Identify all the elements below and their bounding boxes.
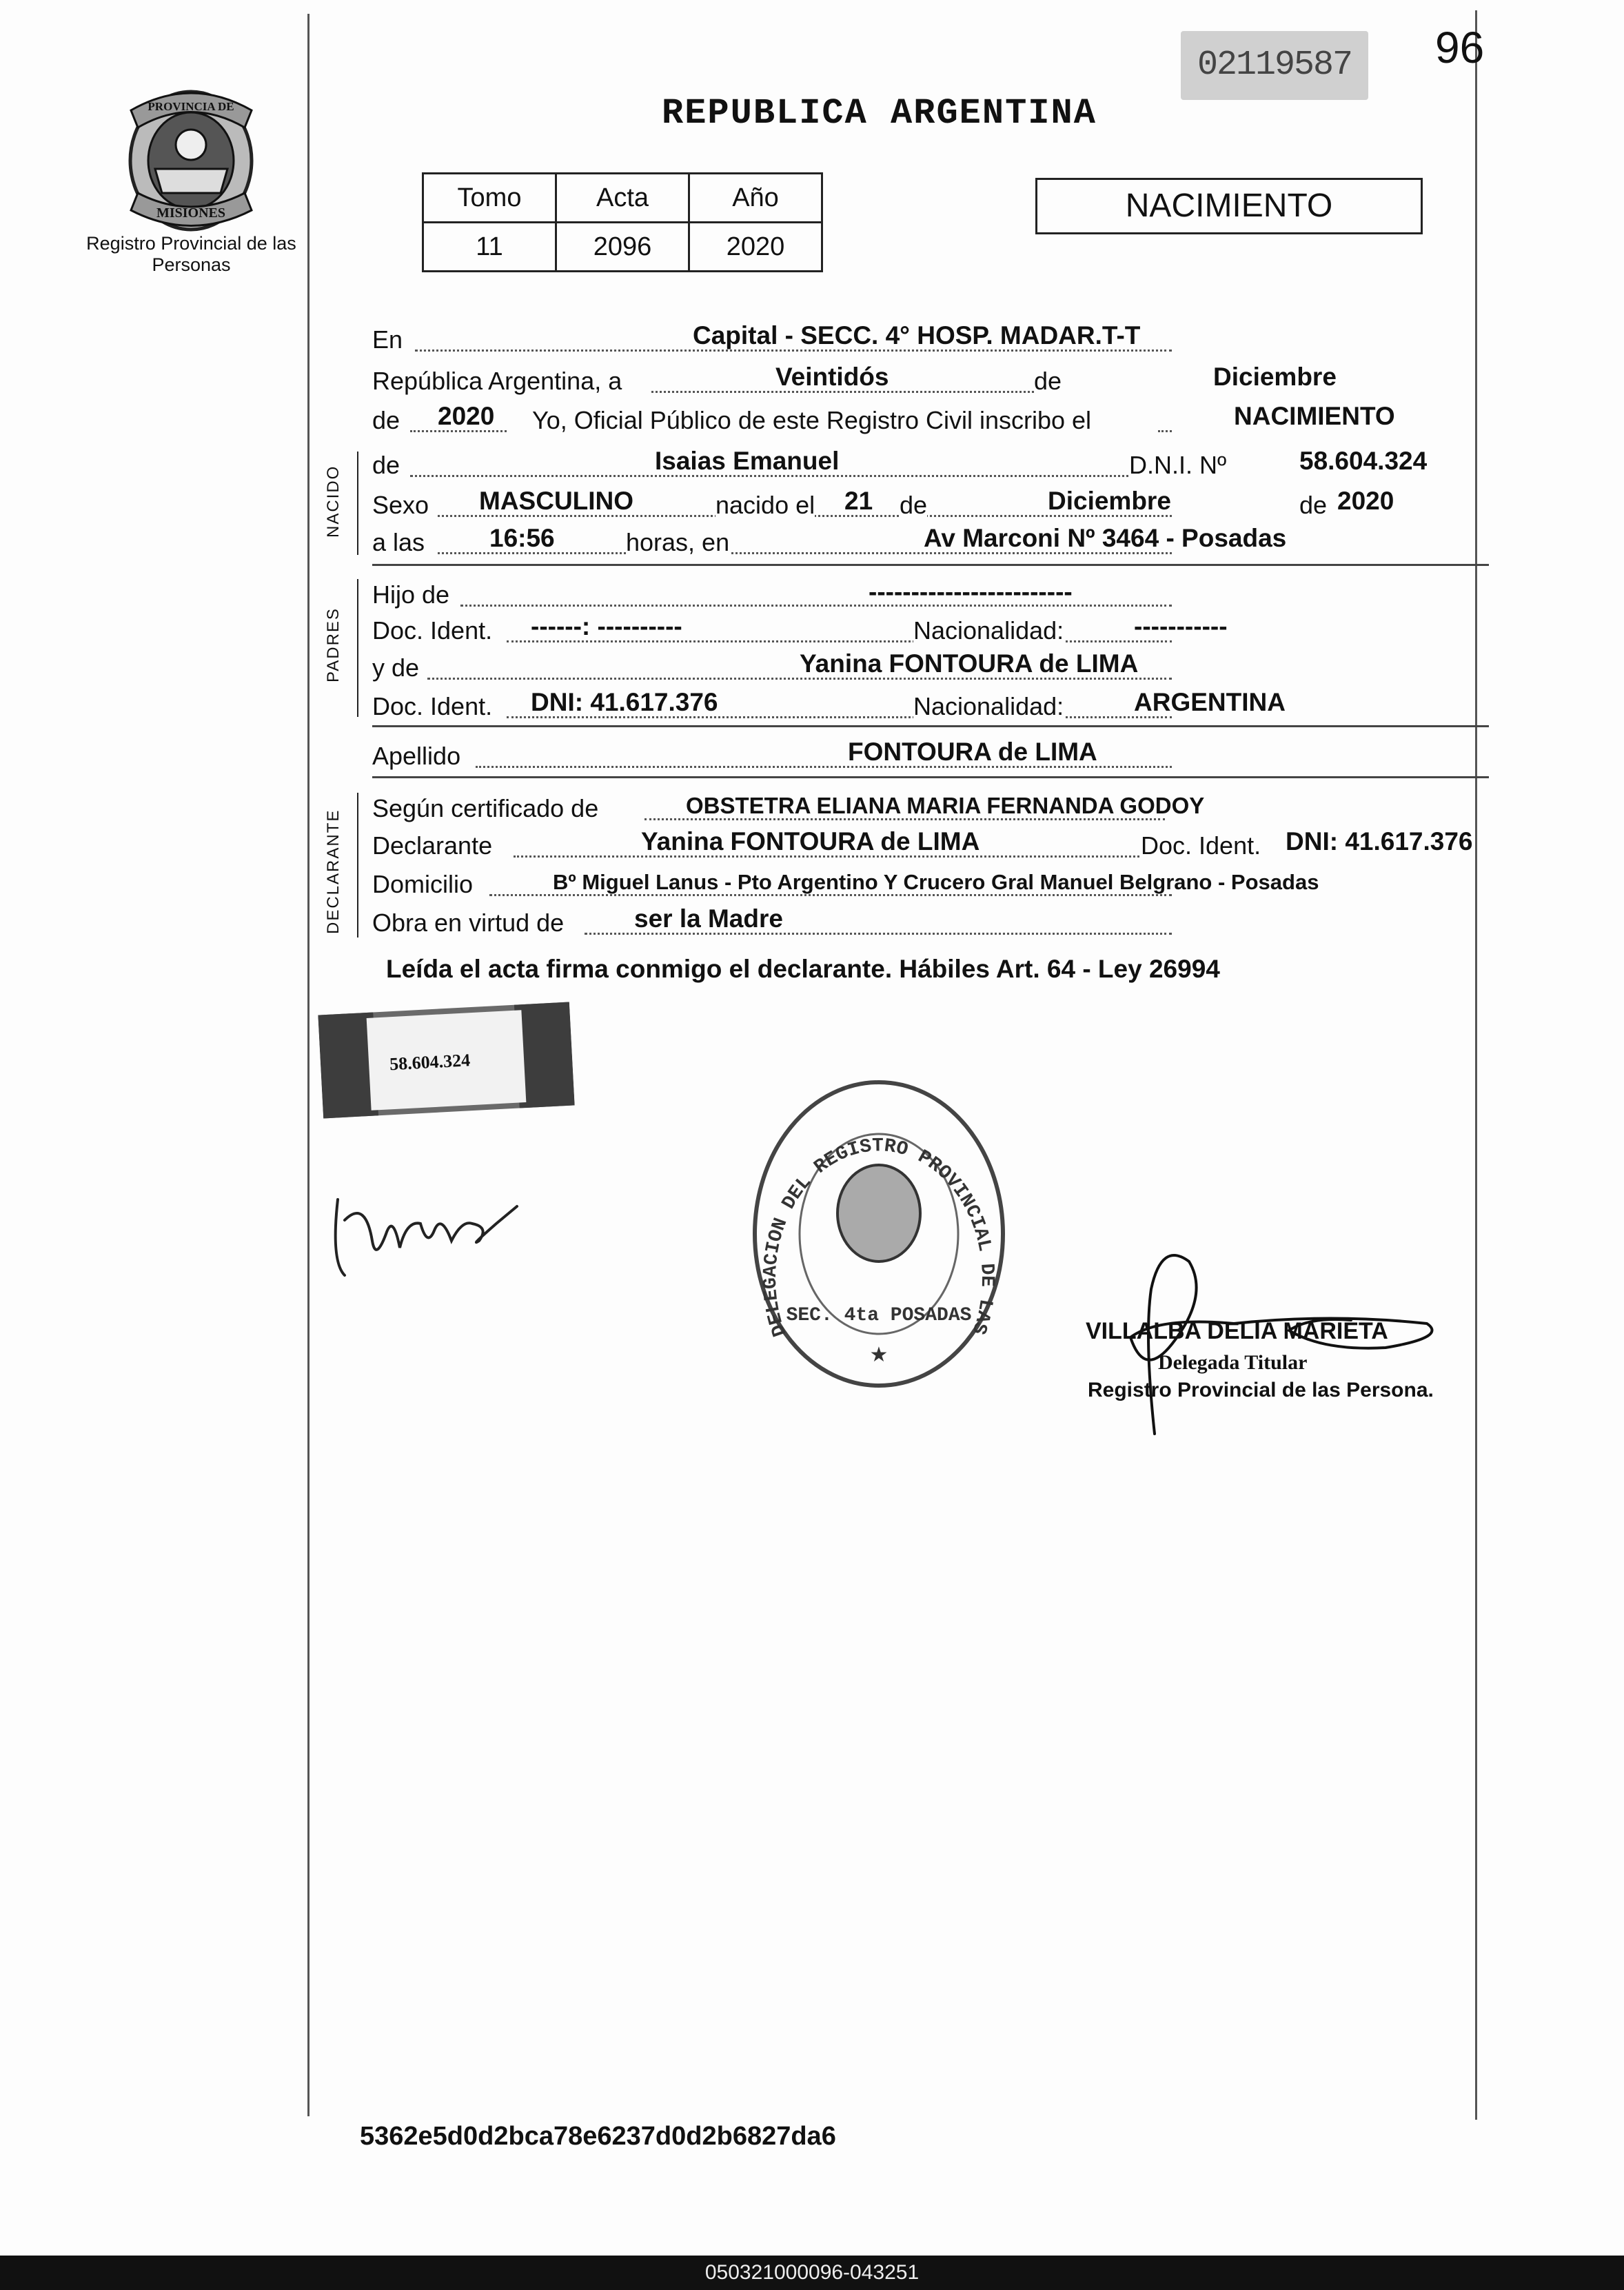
decl-doc-value: DNI: 41.617.376: [1286, 827, 1473, 855]
acta-value-cell: 2020: [689, 223, 822, 272]
hijo-label: Hijo de: [372, 580, 450, 609]
apellido-label: Apellido: [372, 742, 461, 770]
de2-label: de: [372, 406, 400, 434]
dom-label: Domicilio: [372, 870, 474, 898]
footer-code: 050321000096-043251: [704, 2261, 920, 2284]
domicilio-row: [372, 867, 1489, 903]
acta-table-header-row: [423, 174, 822, 223]
doc-label: Doc. Ident.: [372, 692, 493, 720]
record-type-box: NACIMIENTO: [1035, 178, 1423, 234]
nacido-mes-value: Diciembre: [1048, 487, 1171, 515]
acta-table-value-row: [423, 223, 822, 272]
apellido-value: FONTOURA de LIMA: [848, 738, 1097, 766]
de-label: de: [1299, 491, 1328, 519]
nacionalidad-label: Nacionalidad:: [913, 616, 1064, 645]
padre-value: ------------------------: [869, 578, 1073, 606]
padre-nac-value: -----------: [1134, 612, 1228, 640]
yde-label: y de: [372, 653, 420, 682]
madre-row: [372, 651, 1489, 687]
madre-doc-value: DNI: 41.617.376: [531, 688, 718, 716]
acta-header-cell: Año: [689, 174, 822, 223]
declarante-section-label: DECLARANTE: [324, 809, 343, 934]
dia-value: Veintidós: [775, 363, 889, 391]
cert-value: OBSTETRA ELIANA MARIA FERNANDA GODOY: [686, 793, 1205, 818]
acta-header-cell: Tomo: [423, 174, 556, 223]
registry-label: Registro Provincial de las Personas: [86, 233, 296, 275]
padre-doc-value: ------: ----------: [531, 612, 682, 640]
declarant-signature: [324, 1158, 538, 1289]
divider: [372, 725, 1489, 727]
padres-section-label: PADRES: [324, 607, 343, 682]
declarante-row: [372, 829, 1489, 864]
acta-table: [422, 172, 823, 272]
declarante-bracket: [357, 793, 358, 938]
decl-label: Declarante: [372, 831, 493, 860]
hora-value: 16:56: [489, 524, 555, 552]
province-seal-logo: [117, 79, 265, 238]
svg-text:DELEGACION DEL REGISTRO PROVIN: DELEGACION DEL REGISTRO PROVINCIAL DE LAS: [760, 1135, 998, 1339]
official-role: Delegada Titular: [1158, 1351, 1308, 1374]
hora-row: [372, 525, 1489, 561]
serial-number: 02119587: [1181, 31, 1368, 100]
nacido-bracket: [357, 452, 358, 555]
alas-label: a las: [372, 528, 425, 556]
nacionalidad-label: Nacionalidad:: [913, 692, 1064, 720]
de-label: de: [372, 451, 400, 479]
dom-value: Bº Miguel Lanus - Pto Argentino Y Crucero Gral Manuel Belgrano - Posadas: [553, 870, 1319, 894]
anio-value: 2020: [438, 402, 495, 430]
madre-value: Yanina FONTOURA de LIMA: [800, 649, 1139, 678]
nacido-anio-value: 2020: [1337, 487, 1394, 515]
inscribo-row: [372, 403, 1489, 439]
document-hash: 5362e5d0d2bca78e6237d0d2b6827da6: [360, 2122, 836, 2151]
horas-label: horas, en: [626, 528, 730, 556]
nacido-dia-value: 21: [844, 487, 873, 515]
inscribo-value: NACIMIENTO: [1234, 402, 1395, 430]
left-margin-line: [307, 14, 309, 2116]
cert-label: Según certificado de: [372, 794, 599, 822]
svg-text:★: ★: [869, 1344, 889, 1366]
hijo-row: [372, 578, 1489, 614]
acta-value-cell: 2096: [556, 223, 689, 272]
dni-value: 58.604.324: [1299, 447, 1428, 475]
divider: [372, 776, 1489, 778]
en-value: Capital - SECC. 4° HOSP. MADAR.T-T: [693, 321, 1141, 349]
republica-label: República Argentina, a: [372, 367, 622, 395]
yo-label: Yo, Oficial Público de este Registro Civil inscribo el: [532, 406, 1092, 434]
sexo-row: [372, 488, 1489, 524]
mes-value: Diciembre: [1213, 363, 1337, 391]
fecha-row: [372, 364, 1489, 400]
dni-sticker: [317, 989, 575, 1133]
doc-label: Doc. Ident.: [372, 616, 493, 645]
page-number: 96: [1435, 23, 1485, 72]
dni-label: D.N.I. Nº: [1129, 451, 1227, 479]
divider: [372, 564, 1489, 566]
official-stamp: [744, 1072, 1013, 1396]
decl-value: Yanina FONTOURA de LIMA: [641, 827, 980, 855]
madre-nac-value: ARGENTINA: [1134, 688, 1286, 716]
de-label: de: [900, 491, 928, 519]
obra-value: ser la Madre: [634, 904, 783, 933]
madre-doc-row: [372, 689, 1489, 725]
svg-text:SEC. 4ta POSADAS: SEC. 4ta POSADAS: [786, 1305, 972, 1326]
official-registry: Registro Provincial de las Persona.: [1088, 1379, 1434, 1401]
sexo-value: MASCULINO: [479, 487, 634, 515]
padres-bracket: [357, 579, 358, 717]
en-label: En: [372, 325, 403, 354]
padre-doc-row: [372, 614, 1489, 649]
certificado-row: [372, 791, 1489, 827]
sexo-label: Sexo: [372, 491, 429, 519]
page-title: REPUBLICA ARGENTINA: [662, 93, 1097, 134]
svg-text:58.604.324: 58.604.324: [389, 1050, 471, 1075]
nombre-row: [372, 448, 1489, 484]
obra-label: Obra en virtud de: [372, 909, 565, 937]
svg-text:MISIONES: MISIONES: [156, 205, 226, 221]
en-row: [372, 323, 1489, 358]
nombre-value: Isaias Emanuel: [655, 447, 840, 475]
de-label: de: [1034, 367, 1062, 395]
acta-header-cell: Acta: [556, 174, 689, 223]
svg-text:PROVINCIA DE: PROVINCIA DE: [148, 100, 234, 113]
official-name: VILLALBA DELIA MARIETA: [1086, 1318, 1388, 1344]
nacido-section-label: NACIDO: [324, 465, 343, 538]
closing-statement: Leída el acta firma conmigo el declarante. Hábiles Art. 64 - Ley 26994: [386, 955, 1220, 983]
acta-value-cell: 11: [423, 223, 556, 272]
nacido-el-label: nacido el: [715, 491, 815, 519]
apellido-row: [372, 739, 1489, 775]
doc-label: Doc. Ident.: [1141, 831, 1261, 860]
obra-row: [372, 906, 1489, 942]
lugar-value: Av Marconi Nº 3464 - Posadas: [924, 524, 1287, 552]
